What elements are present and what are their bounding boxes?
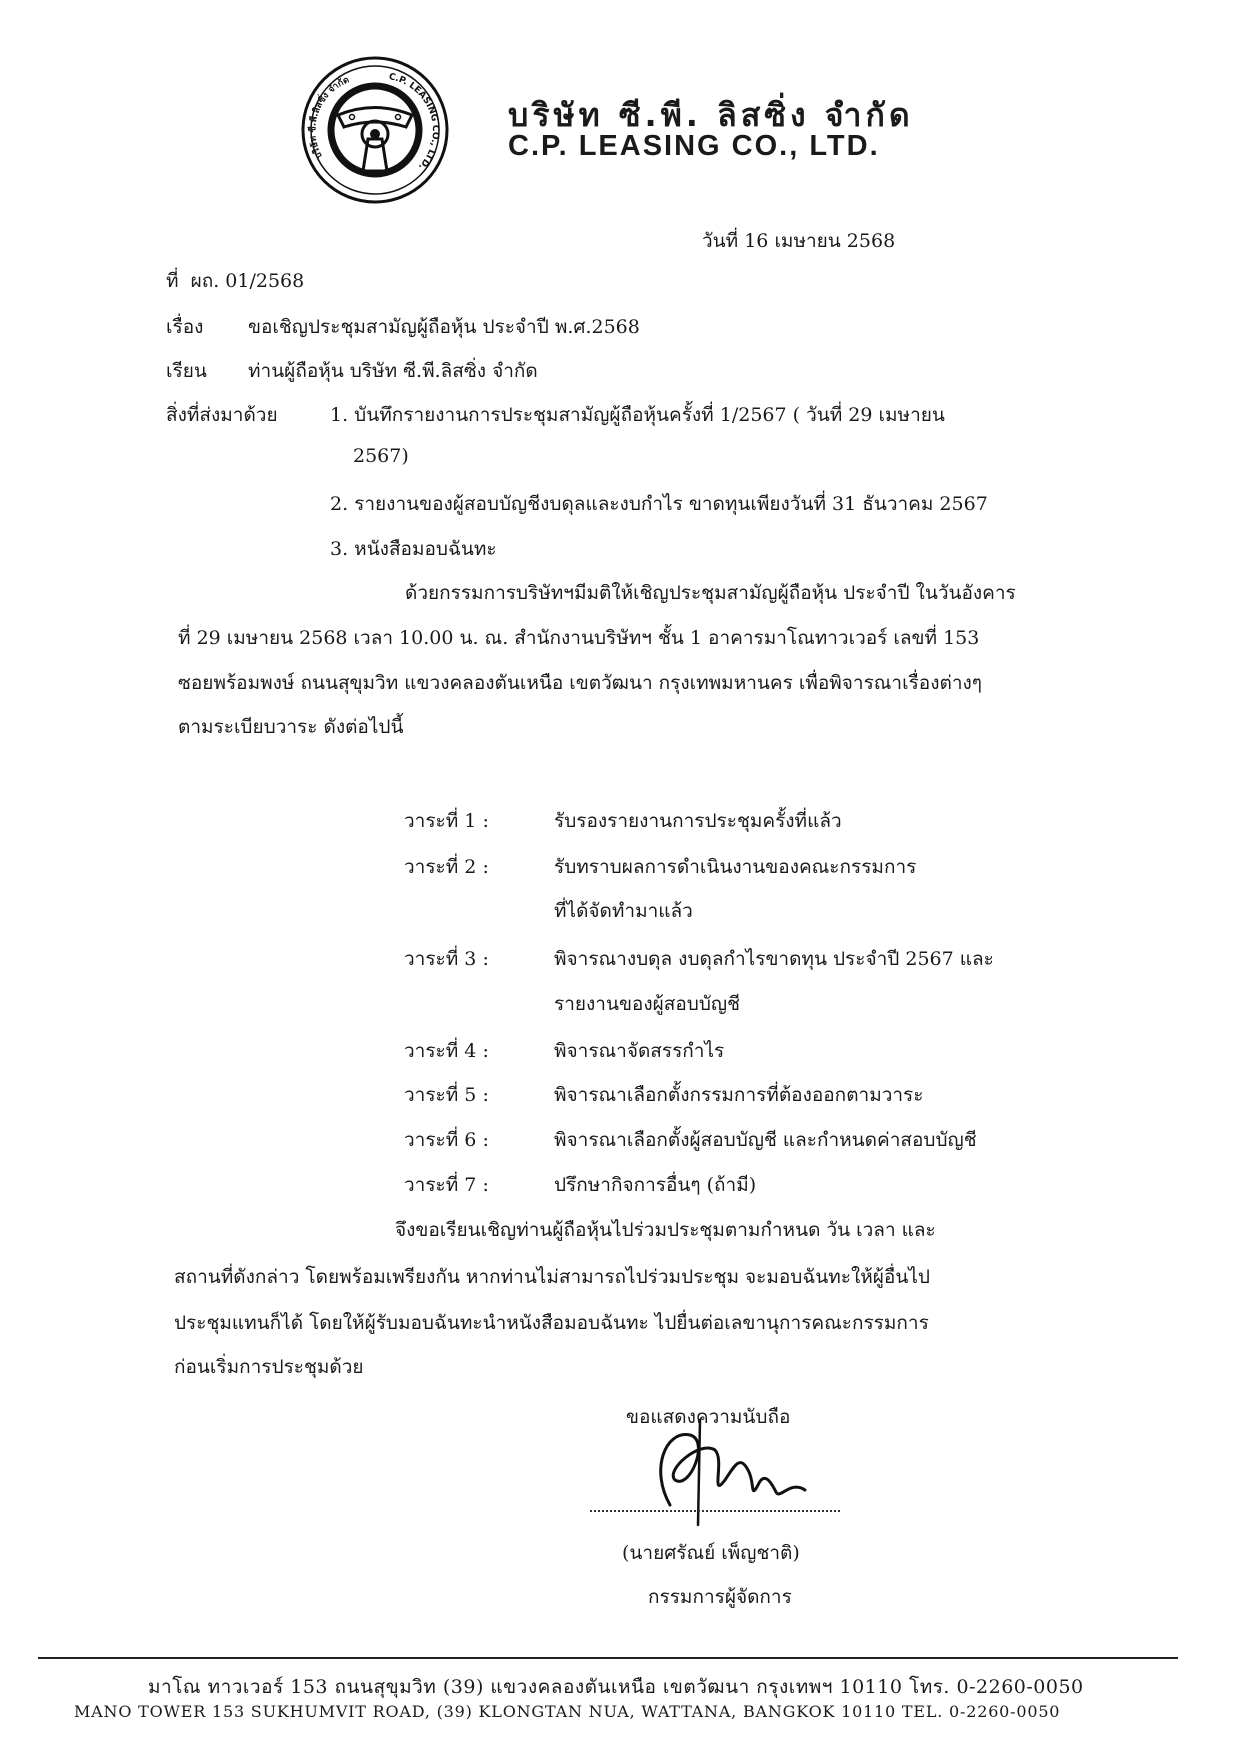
agenda-label: วาระที่ 2 : [404,856,489,878]
subject-label: เรื่อง [166,316,204,338]
footer-address-en: MANO TOWER 153 SUKHUMVIT ROAD, (39) KLONGTAN NUA, WATTANA, BANGKOK 10110 TEL. 0-2260-0050 [74,1702,1061,1721]
enclosure-item: 1. บันทึกรายงานการประชุมสามัญผู้ถือหุ้นครั้งที่ 1/2567 ( วันที่ 29 เมษายน [330,404,945,426]
recipient-label: เรียน [166,360,207,382]
enclosure-item-continued: 2567) [353,445,409,467]
intro-line: ที่ 29 เมษายน 2568 เวลา 10.00 น. ณ. สำนักงานบริษัทฯ ชั้น 1 อาคารมาโณทาวเวอร์ เลขที่ 153 [178,627,980,649]
company-name-th: บริษัท ซี.พี. ลิสซิ่ง จำกัด [508,96,914,134]
signatory-name: (นายศรัณย์ เพ็ญชาติ) [622,1542,800,1564]
signature-line [590,1510,840,1512]
recipient-row [166,356,538,386]
closing-line: สถานที่ดังกล่าว โดยพร้อมเพรียงกัน หากท่านไม่สามารถไปร่วมประชุม จะมอบฉันทะให้ผู้อื่นไป [174,1266,930,1288]
subject-row [166,312,640,342]
agenda-text: รับรองรายงานการประชุมครั้งที่แล้ว [554,810,842,832]
agenda-label: วาระที่ 5 : [404,1084,489,1106]
agenda-text-continued: รายงานของผู้สอบบัญชี [554,993,740,1015]
company-name-en: C.P. LEASING CO., LTD. [508,130,880,162]
intro-line: ด้วยกรรมการบริษัทฯมีมติให้เชิญประชุมสามัญผู้ถือหุ้น ประจำปี ในวันอังคาร [405,582,1016,604]
enclosures-label: สิ่งที่ส่งมาด้วย [166,404,278,426]
closing-line: ก่อนเริ่มการประชุมด้วย [174,1356,364,1378]
agenda-text: รับทราบผลการดำเนินงานของคณะกรรมการ [554,856,917,878]
handwritten-signature [630,1410,820,1530]
recipient-value: ท่านผู้ถือหุ้น บริษัท ซี.พี.ลิสซิ่ง จำกัด [248,360,538,382]
closing-line: จึงขอเรียนเชิญท่านผู้ถือหุ้นไปร่วมประชุมตามกำหนด วัน เวลา และ [395,1219,936,1241]
footer-address-th: มาโณ ทาวเวอร์ 153 ถนนสุขุมวิท (39) แขวงคลองตันเหนือ เขตวัฒนา กรุงเทพฯ 10110 โทร. 0-2260-0050 [148,1676,1084,1698]
agenda-label: วาระที่ 7 : [404,1174,489,1196]
seal-text-th: บริษัท ซี.พี.ลิสซิ่ง จำกัด [308,75,351,161]
complimentary-close: ขอแสดงความนับถือ [626,1406,791,1428]
footer-divider [38,1657,1178,1659]
svg-text:บริษัท ซี.พี.ลิสซิ่ง จำกัด [307,75,351,160]
enclosure-item: 3. หนังสือมอบฉันทะ [330,538,497,560]
intro-line: ซอยพร้อมพงษ์ ถนนสุขุมวิท แขวงคลองตันเหนือ เขตวัฒนา กรุงเทพมหานคร เพื่อพิจารณาเรื่องต่างๆ [178,672,982,694]
reference-value: ผถ. 01/2568 [190,270,305,292]
reference-row [166,266,304,296]
subject-value: ขอเชิญประชุมสามัญผู้ถือหุ้น ประจำปี พ.ศ.2568 [248,316,640,338]
signatory-position: กรรมการผู้จัดการ [648,1586,792,1608]
agenda-text: พิจารณาเลือกตั้งกรรมการที่ต้องออกตามวาระ [554,1084,924,1106]
agenda-text: ปรึกษากิจการอื่นๆ (ถ้ามี) [554,1174,757,1196]
agenda-text-continued: ที่ได้จัดทำมาแล้ว [554,900,693,922]
letter-date: วันที่ 16 เมษายน 2568 [702,230,896,252]
company-seal-logo [300,55,450,205]
agenda-label: วาระที่ 6 : [404,1129,489,1151]
agenda-text: พิจารณางบดุล งบดุลกำไรขาดทุน ประจำปี 2567 และ [554,948,994,970]
enclosure-item: 2. รายงานของผู้สอบบัญชีงบดุลและงบกำไร ขาดทุนเพียงวันที่ 31 ธันวาคม 2567 [330,493,988,515]
intro-line: ตามระเบียบวาระ ดังต่อไปนี้ [178,716,404,738]
reference-label: ที่ [166,270,179,292]
agenda-label: วาระที่ 1 : [404,810,489,832]
agenda-label: วาระที่ 3 : [404,948,489,970]
agenda-label: วาระที่ 4 : [404,1040,489,1062]
agenda-text: พิจารณาเลือกตั้งผู้สอบบัญชี และกำหนดค่าสอบบัญชี [554,1129,977,1151]
closing-line: ประชุมแทนก็ได้ โดยให้ผู้รับมอบฉันทะนำหนังสือมอบฉันทะ ไปยื่นต่อเลขานุการคณะกรรมการ [174,1312,929,1334]
agenda-text: พิจารณาจัดสรรกำไร [554,1040,725,1062]
seal-text-en: C.P. LEASING CO., LTD. [387,72,441,172]
